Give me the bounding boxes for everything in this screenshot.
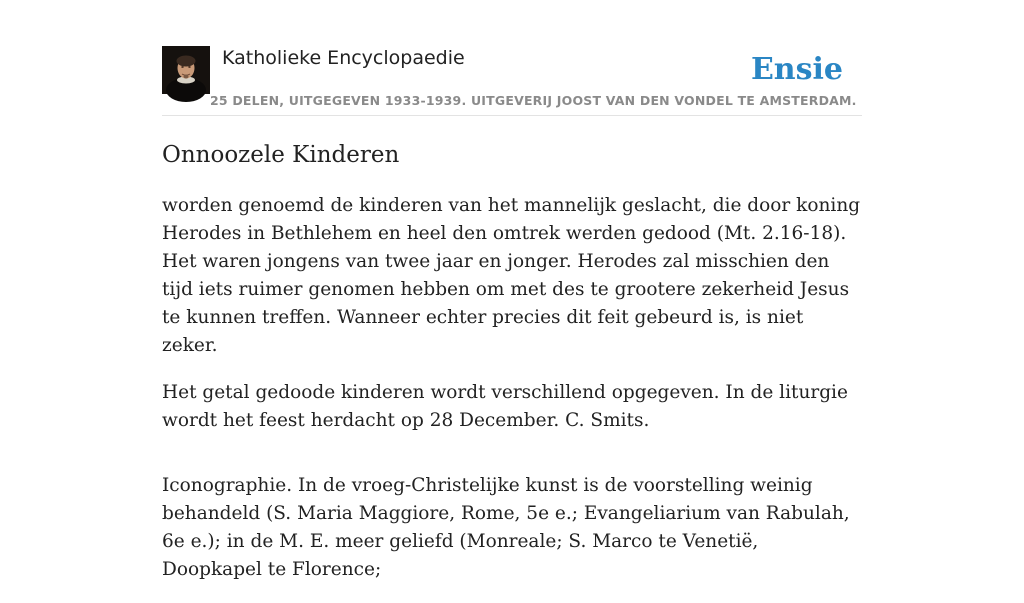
ensie-logo-link[interactable]: Ensie: [750, 52, 843, 87]
article-title: Onnoozele Kinderen: [162, 142, 400, 168]
site-header: [162, 46, 862, 116]
article-paragraph: worden genoemd de kinderen van het mannelijk geslacht, die door koning Herodes in Bethlehem en heel den omtrek werden gedood (Mt. 2.16-18). Het waren jongens van twee jaar en jonger. Herodes zal misschien den tijd iets ruimer genomen hebben om met des te grootere zekerheid Jesus te kunnen treffen. Wanneer echter precies dit feit gebeurd is, is niet zeker.: [162, 195, 861, 356]
site-title[interactable]: Katholieke Encyclopaedie: [222, 47, 465, 69]
article-paragraph: Iconographie. In de vroeg-Christelijke kunst is de voorstelling weinig behandeld (S. Maria Maggiore, Rome, 5e e.; Evangeliarium van Rabulah, 6e e.); in de M. E. meer geliefd (Monreale; S. Marco te Venetië, Doopkapel te Florence;: [162, 475, 850, 580]
article-body: [162, 192, 862, 603]
portrait-avatar[interactable]: [162, 46, 210, 94]
site-subtitle: 25 DELEN, UITGEGEVEN 1933-1939. UITGEVERIJ JOOST VAN DEN VONDEL TE AMSTERDAM.: [210, 93, 857, 108]
portrait-icon: [162, 46, 210, 94]
article-paragraph: Het getal gedoode kinderen wordt verschillend opgegeven. In de liturgie wordt het feest herdacht op 28 December. C. Smits.: [162, 382, 848, 431]
